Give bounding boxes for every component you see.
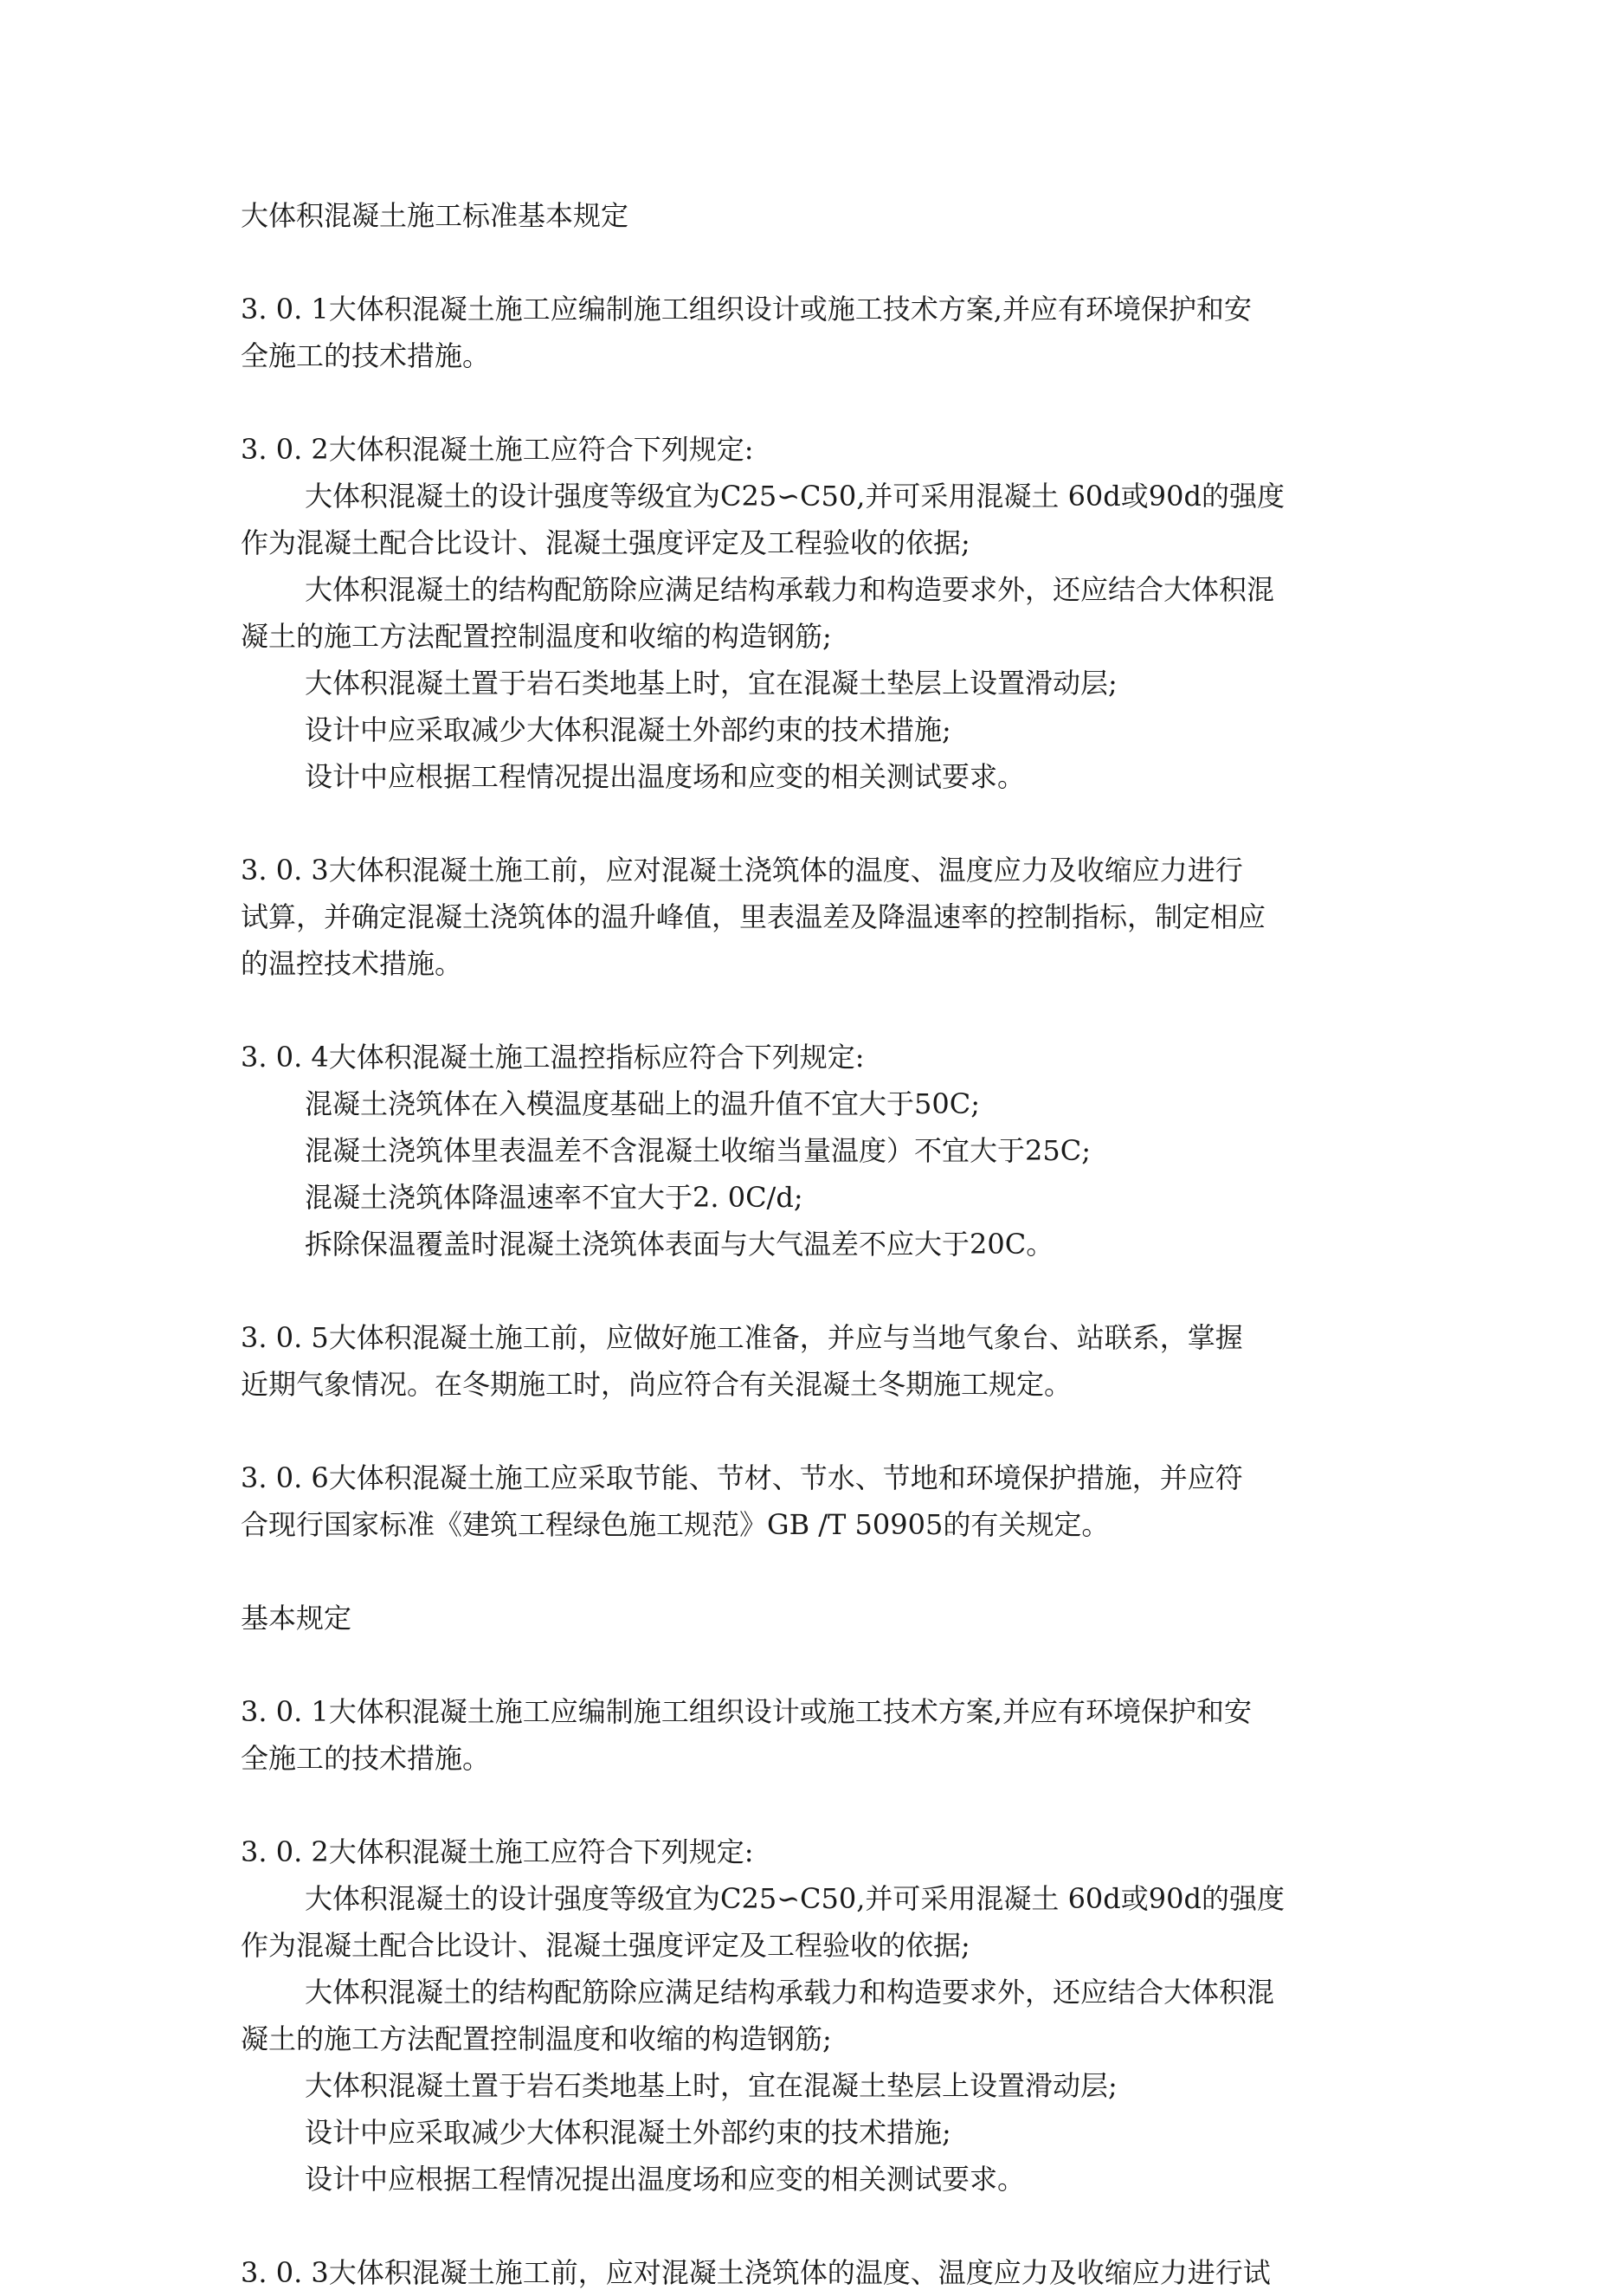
- paragraph: [241, 1454, 1401, 1548]
- paragraph-line: 大体积混凝土置于岩石类地基上时，宜在混凝土垫层上设置滑动层;: [305, 667, 1118, 700]
- paragraph-line: 全施工的技术措施。: [241, 1742, 491, 1775]
- document-title-paragraph: [241, 192, 1401, 239]
- paragraph-line: 设计中应根据工程情况提出温度场和应变的相关测试要求。: [305, 2163, 1026, 2196]
- paragraph-line: 混凝土浇筑体降温速率不宜大于2. 0C/d;: [305, 1181, 803, 1214]
- paragraph: [241, 1828, 1401, 2202]
- paragraph: [241, 1314, 1401, 1408]
- paragraph-line: 3. 0. 1大体积混凝土施工应编制施工组织设计或施工技术方案,并应有环境保护和安: [241, 1695, 1252, 1728]
- paragraph: [241, 286, 1401, 379]
- paragraph-line: 作为混凝土配合比设计、混凝土强度评定及工程验收的依据;: [241, 526, 970, 559]
- paragraph-list: [241, 286, 1401, 2296]
- paragraph-line: 设计中应采取减少大体积混凝土外部约束的技术措施;: [305, 2116, 951, 2149]
- paragraph-line: 合现行国家标准《建筑工程绿色施工规范》GB /T 50905的有关规定。: [241, 1508, 1110, 1541]
- paragraph-line: 大体积混凝土的设计强度等级宜为C25∽C50,并可采用混凝土 60d或90d的强度: [305, 480, 1285, 513]
- paragraph-line: 拆除保温覆盖时混凝土浇筑体表面与大气温差不应大于20C。: [305, 1228, 1054, 1261]
- paragraph-line: 3. 0. 4大体积混凝土施工温控指标应符合下列规定:: [241, 1041, 865, 1074]
- paragraph-line: 基本规定: [241, 1602, 352, 1635]
- paragraph-line: 大体积混凝土的设计强度等级宜为C25∽C50,并可采用混凝土 60d或90d的强度: [305, 1882, 1285, 1915]
- paragraph-line: 的温控技术措施。: [241, 947, 463, 980]
- paragraph-line: 大体积混凝土置于岩石类地基上时，宜在混凝土垫层上设置滑动层;: [305, 2069, 1118, 2102]
- paragraph-line: 大体积混凝土的结构配筋除应满足结构承载力和构造要求外，还应结合大体积混: [305, 1976, 1275, 2009]
- paragraph-line: 全施工的技术措施。: [241, 339, 491, 372]
- paragraph-line: 凝土的施工方法配置控制温度和收缩的构造钢筋;: [241, 620, 832, 653]
- paragraph-line: 3. 0. 3大体积混凝土施工前，应对混凝土浇筑体的温度、温度应力及收缩应力进行: [241, 854, 1243, 887]
- paragraph-line: 设计中应采取减少大体积混凝土外部约束的技术措施;: [305, 713, 951, 746]
- paragraph: [241, 1688, 1401, 1782]
- paragraph-line: 3. 0. 2大体积混凝土施工应符合下列规定:: [241, 433, 754, 466]
- paragraph-line: 混凝土浇筑体在入模温度基础上的温升值不宜大于50C;: [305, 1087, 980, 1120]
- paragraph-line: 3. 0. 5大体积混凝土施工前，应做好施工准备，并应与当地气象台、站联系，掌握: [241, 1321, 1243, 1354]
- document-title: 大体积混凝土施工标准基本规定: [241, 199, 629, 232]
- document-body: [241, 192, 1401, 2296]
- paragraph-line: 凝土的施工方法配置控制温度和收缩的构造钢筋;: [241, 2022, 832, 2055]
- paragraph-line: 3. 0. 2大体积混凝土施工应符合下列规定:: [241, 1835, 754, 1868]
- paragraph-line: 设计中应根据工程情况提出温度场和应变的相关测试要求。: [305, 760, 1026, 793]
- paragraph: [241, 426, 1401, 800]
- paragraph-line: 大体积混凝土的结构配筋除应满足结构承载力和构造要求外，还应结合大体积混: [305, 573, 1275, 606]
- paragraph: [241, 2249, 1401, 2296]
- paragraph: [241, 1034, 1401, 1267]
- paragraph: [241, 1595, 1401, 1641]
- paragraph-line: 混凝土浇筑体里表温差不含混凝土收缩当量温度）不宜大于25C;: [305, 1134, 1091, 1167]
- paragraph-line: 近期气象情况。在冬期施工时，尚应符合有关混凝土冬期施工规定。: [241, 1368, 1073, 1401]
- paragraph-line: 试算，并确定混凝土浇筑体的温升峰值，里表温差及降温速率的控制指标，制定相应: [241, 900, 1266, 933]
- paragraph: [241, 847, 1401, 987]
- paragraph-line: 作为混凝土配合比设计、混凝土强度评定及工程验收的依据;: [241, 1929, 970, 1962]
- paragraph-line: 3. 0. 6大体积混凝土施工应采取节能、节材、节水、节地和环境保护措施，并应符: [241, 1461, 1243, 1494]
- paragraph-line: 3. 0. 1大体积混凝土施工应编制施工组织设计或施工技术方案,并应有环境保护和安: [241, 293, 1252, 326]
- paragraph-line: 3. 0. 3大体积混凝土施工前，应对混凝土浇筑体的温度、温度应力及收缩应力进行试: [241, 2256, 1271, 2289]
